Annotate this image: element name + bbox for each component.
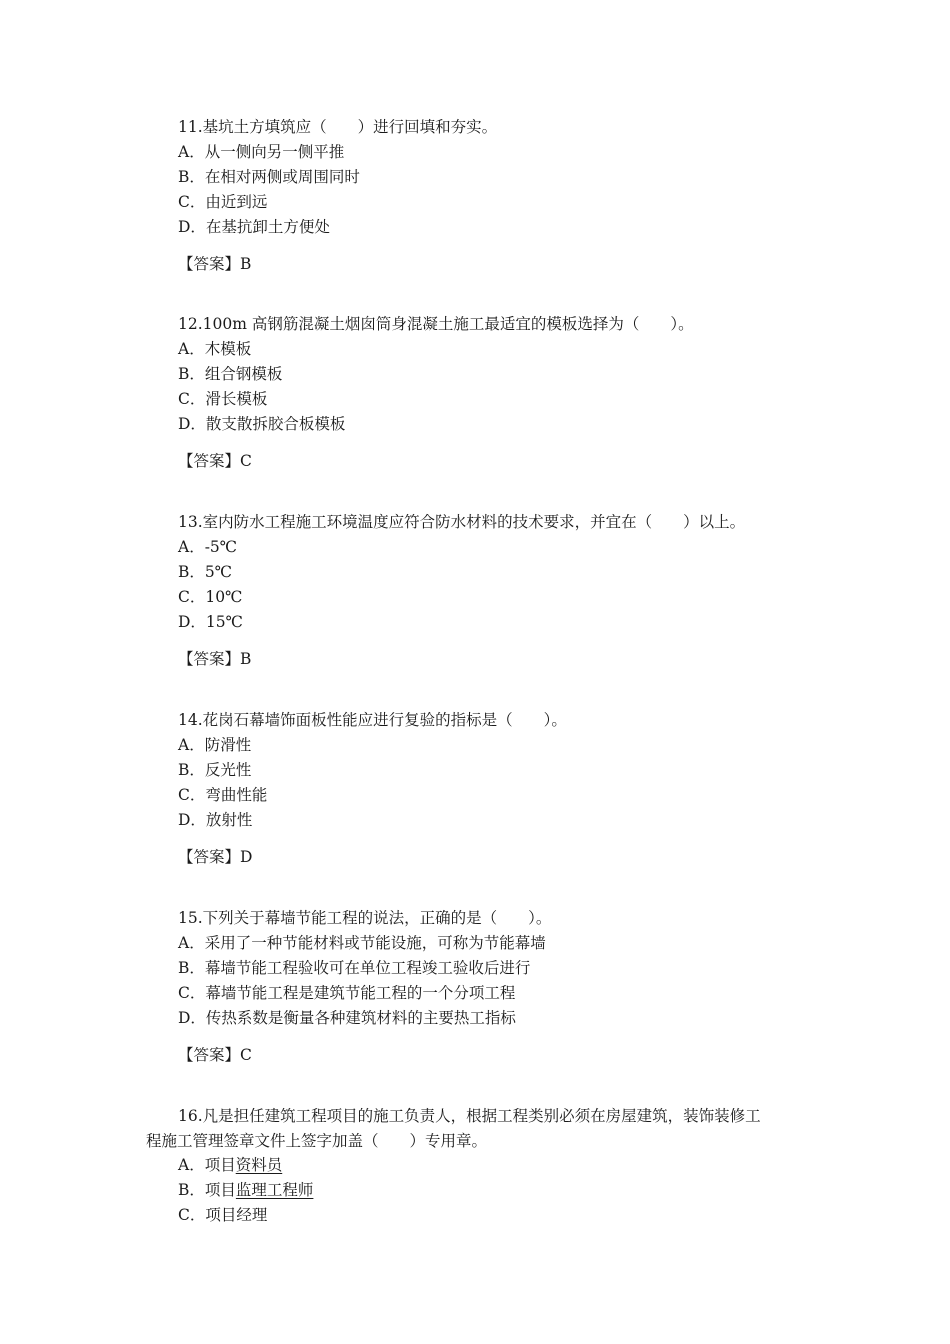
question-14-option-c: C．弯曲性能: [178, 786, 268, 804]
question-16-option-a: [178, 1155, 282, 1175]
question-13-stem: 13.室内防水工程施工环境温度应符合防水材料的技术要求，并宜在（ ）以上。: [178, 513, 746, 531]
question-14-stem: 14.花岗石幕墙饰面板性能应进行复验的指标是（ ）。: [178, 711, 567, 729]
question-12-answer: 【答案】C: [178, 452, 252, 470]
question-14-option-b: B．反光性: [178, 761, 252, 779]
question-16-option-a-prefix: A．项目: [178, 1156, 236, 1174]
question-16-option-b: [178, 1180, 313, 1200]
question-15-stem: 15.下列关于幕墙节能工程的说法，正确的是（ ）。: [178, 909, 552, 927]
question-12-option-c: C．滑长模板: [178, 390, 268, 408]
question-16-stem-line-2: 程施工管理签章文件上签字加盖（ ）专用章。: [146, 1132, 488, 1150]
question-11-option-b: B．在相对两侧或周围同时: [178, 168, 360, 186]
question-16-stem-line-1: 16.凡是担任建筑工程项目的施工负责人，根据工程类别必须在房屋建筑，装饰装修工: [178, 1107, 761, 1125]
question-16-option-c: C．项目经理: [178, 1206, 268, 1224]
question-15-option-b: B．幕墙节能工程验收可在单位工程竣工验收后进行: [178, 959, 531, 977]
question-16-option-b-prefix: B．项目: [178, 1181, 236, 1199]
question-15-answer: 【答案】C: [178, 1046, 252, 1064]
question-13-option-d: D．15℃: [178, 613, 243, 631]
question-12-option-b: B．组合钢模板: [178, 365, 283, 383]
question-11-answer: 【答案】B: [178, 255, 252, 273]
question-15-option-c: C．幕墙节能工程是建筑节能工程的一个分项工程: [178, 984, 516, 1002]
question-11-stem: 11.基坑土方填筑应（ ）进行回填和夯实。: [178, 118, 498, 136]
question-13-option-c: C．10℃: [178, 588, 243, 606]
question-12-option-a: A．木模板: [178, 340, 252, 358]
question-16-stem: [146, 1106, 826, 1151]
question-13-option-a: A．-5℃: [178, 538, 238, 556]
question-16-option-b-underlined: 监理工程师: [235, 1181, 314, 1199]
question-14-option-d: D．放射性: [178, 811, 253, 829]
question-14-answer: 【答案】D: [178, 848, 253, 866]
question-11-option-a: A．从一侧向另一侧平推: [178, 143, 345, 161]
question-13-option-b: B．5℃: [178, 563, 233, 581]
question-14-option-a: A．防滑性: [178, 736, 252, 754]
question-11-option-c: C．由近到远: [178, 193, 268, 211]
question-12-stem: 12.100m 高钢筋混凝土烟囱筒身混凝土施工最适宜的模板选择为（ ）。: [178, 315, 694, 333]
question-15-option-d: D．传热系数是衡量各种建筑材料的主要热工指标: [178, 1009, 516, 1027]
question-16-option-a-underlined: 资料员: [235, 1156, 283, 1174]
question-13-answer: 【答案】B: [178, 650, 252, 668]
question-15-option-a: A．采用了一种节能材料或节能设施，可称为节能幕墙: [178, 934, 546, 952]
question-11-option-d: D．在基抗卸土方便处: [178, 218, 330, 236]
question-12-option-d: D．散支散拆胶合板模板: [178, 415, 346, 433]
